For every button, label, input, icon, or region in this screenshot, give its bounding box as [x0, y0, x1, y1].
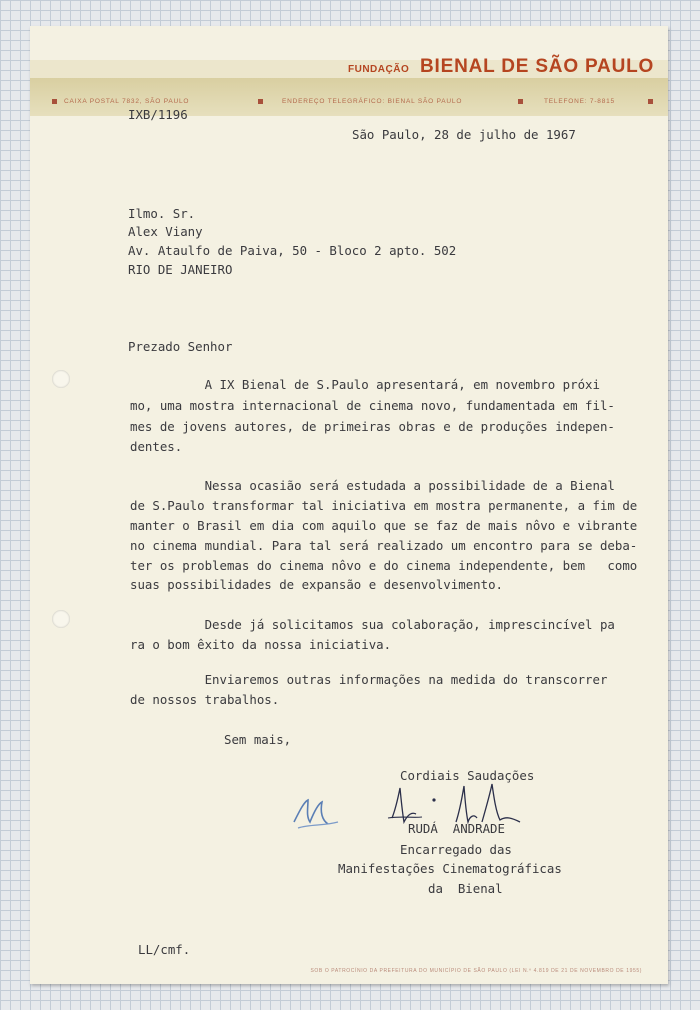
text-line: Desde já solicitamos sua colaboração, imprescincível pa	[130, 617, 615, 632]
signature-greeting: Cordiais Saudações	[400, 768, 535, 783]
punch-hole	[52, 370, 70, 388]
text-line: no cinema mundial. Para tal será realizado um encontro para se deba-	[130, 538, 638, 553]
letterhead-caixa-postal: CAIXA POSTAL 7832, SÃO PAULO	[64, 98, 190, 105]
salutation: Prezado Senhor	[128, 339, 233, 354]
blue-initials-mark	[288, 792, 354, 836]
text-line: dentes.	[130, 439, 183, 454]
text-line: ter os problemas do cinema nôvo e do cinema independente, bem como	[130, 558, 638, 573]
text-line: de S.Paulo transformar tal iniciativa em mostra permanente, a fim de	[130, 498, 638, 513]
text-line: manter o Brasil em dia com aquilo que se faz de mais nôvo e vibrante	[130, 518, 638, 533]
bullet-square-icon	[518, 99, 523, 104]
footer-patronage: SOB O PATROCÍNIO DA PREFEITURA DO MUNICÍPIO DE SÃO PAULO (LEI N.º 4.819 DE 21 DE NOVEMBRO DE 1955)	[310, 968, 642, 974]
recipient-name: Alex Viany	[128, 224, 203, 239]
date-line: São Paulo, 28 de julho de 1967	[352, 127, 576, 142]
recipient-city: RIO DE JANEIRO	[128, 262, 233, 277]
letterhead-title: BIENAL DE SÃO PAULO	[420, 56, 655, 77]
recipient-address: Av. Ataulfo de Paiva, 50 - Bloco 2 apto. 502	[128, 243, 457, 258]
text-line: mo, uma mostra internacional de cinema novo, fundamentada em fil-	[130, 398, 615, 413]
reference-number: IXB/1196	[128, 107, 188, 122]
signatory-role-line2: Manifestações Cinematográficas	[338, 861, 562, 876]
letterhead-address-bar	[30, 96, 668, 110]
text-line: Enviaremos outras informações na medida do transcorrer	[130, 672, 608, 687]
letterhead-endereco: ENDEREÇO TELEGRÁFICO: BIENAL SÃO PAULO	[282, 98, 463, 105]
typist-initials: LL/cmf.	[138, 942, 191, 957]
signatory-role-line3: da Bienal	[428, 881, 503, 896]
letterhead-telefone: TELEFONE: 7-8815	[544, 98, 615, 105]
text-line: A IX Bienal de S.Paulo apresentará, em novembro próxi	[130, 377, 600, 392]
text-line: de nossos trabalhos.	[130, 692, 280, 707]
text-line: Nessa ocasião será estudada a possibilidade de a Bienal	[130, 478, 615, 493]
signatory-role-line1: Encarregado das	[400, 842, 512, 857]
signatory-name: RUDÁ ANDRADE	[408, 821, 505, 836]
bullet-square-icon	[258, 99, 263, 104]
closing: Sem mais,	[224, 732, 292, 747]
text-line: suas possibilidades de expansão e desenvolvimento.	[130, 577, 503, 592]
text-line: mes de jovens autores, de primeiras obras e de produções indepen-	[130, 419, 615, 434]
letter-sheet	[30, 26, 668, 984]
text-line: ra o bom êxito da nossa iniciativa.	[130, 637, 392, 652]
recipient-title: Ilmo. Sr.	[128, 206, 196, 221]
letterhead-fundacao: FUNDAÇÃO	[348, 64, 410, 75]
bullet-square-icon	[52, 99, 57, 104]
bullet-square-icon	[648, 99, 653, 104]
punch-hole	[52, 610, 70, 628]
